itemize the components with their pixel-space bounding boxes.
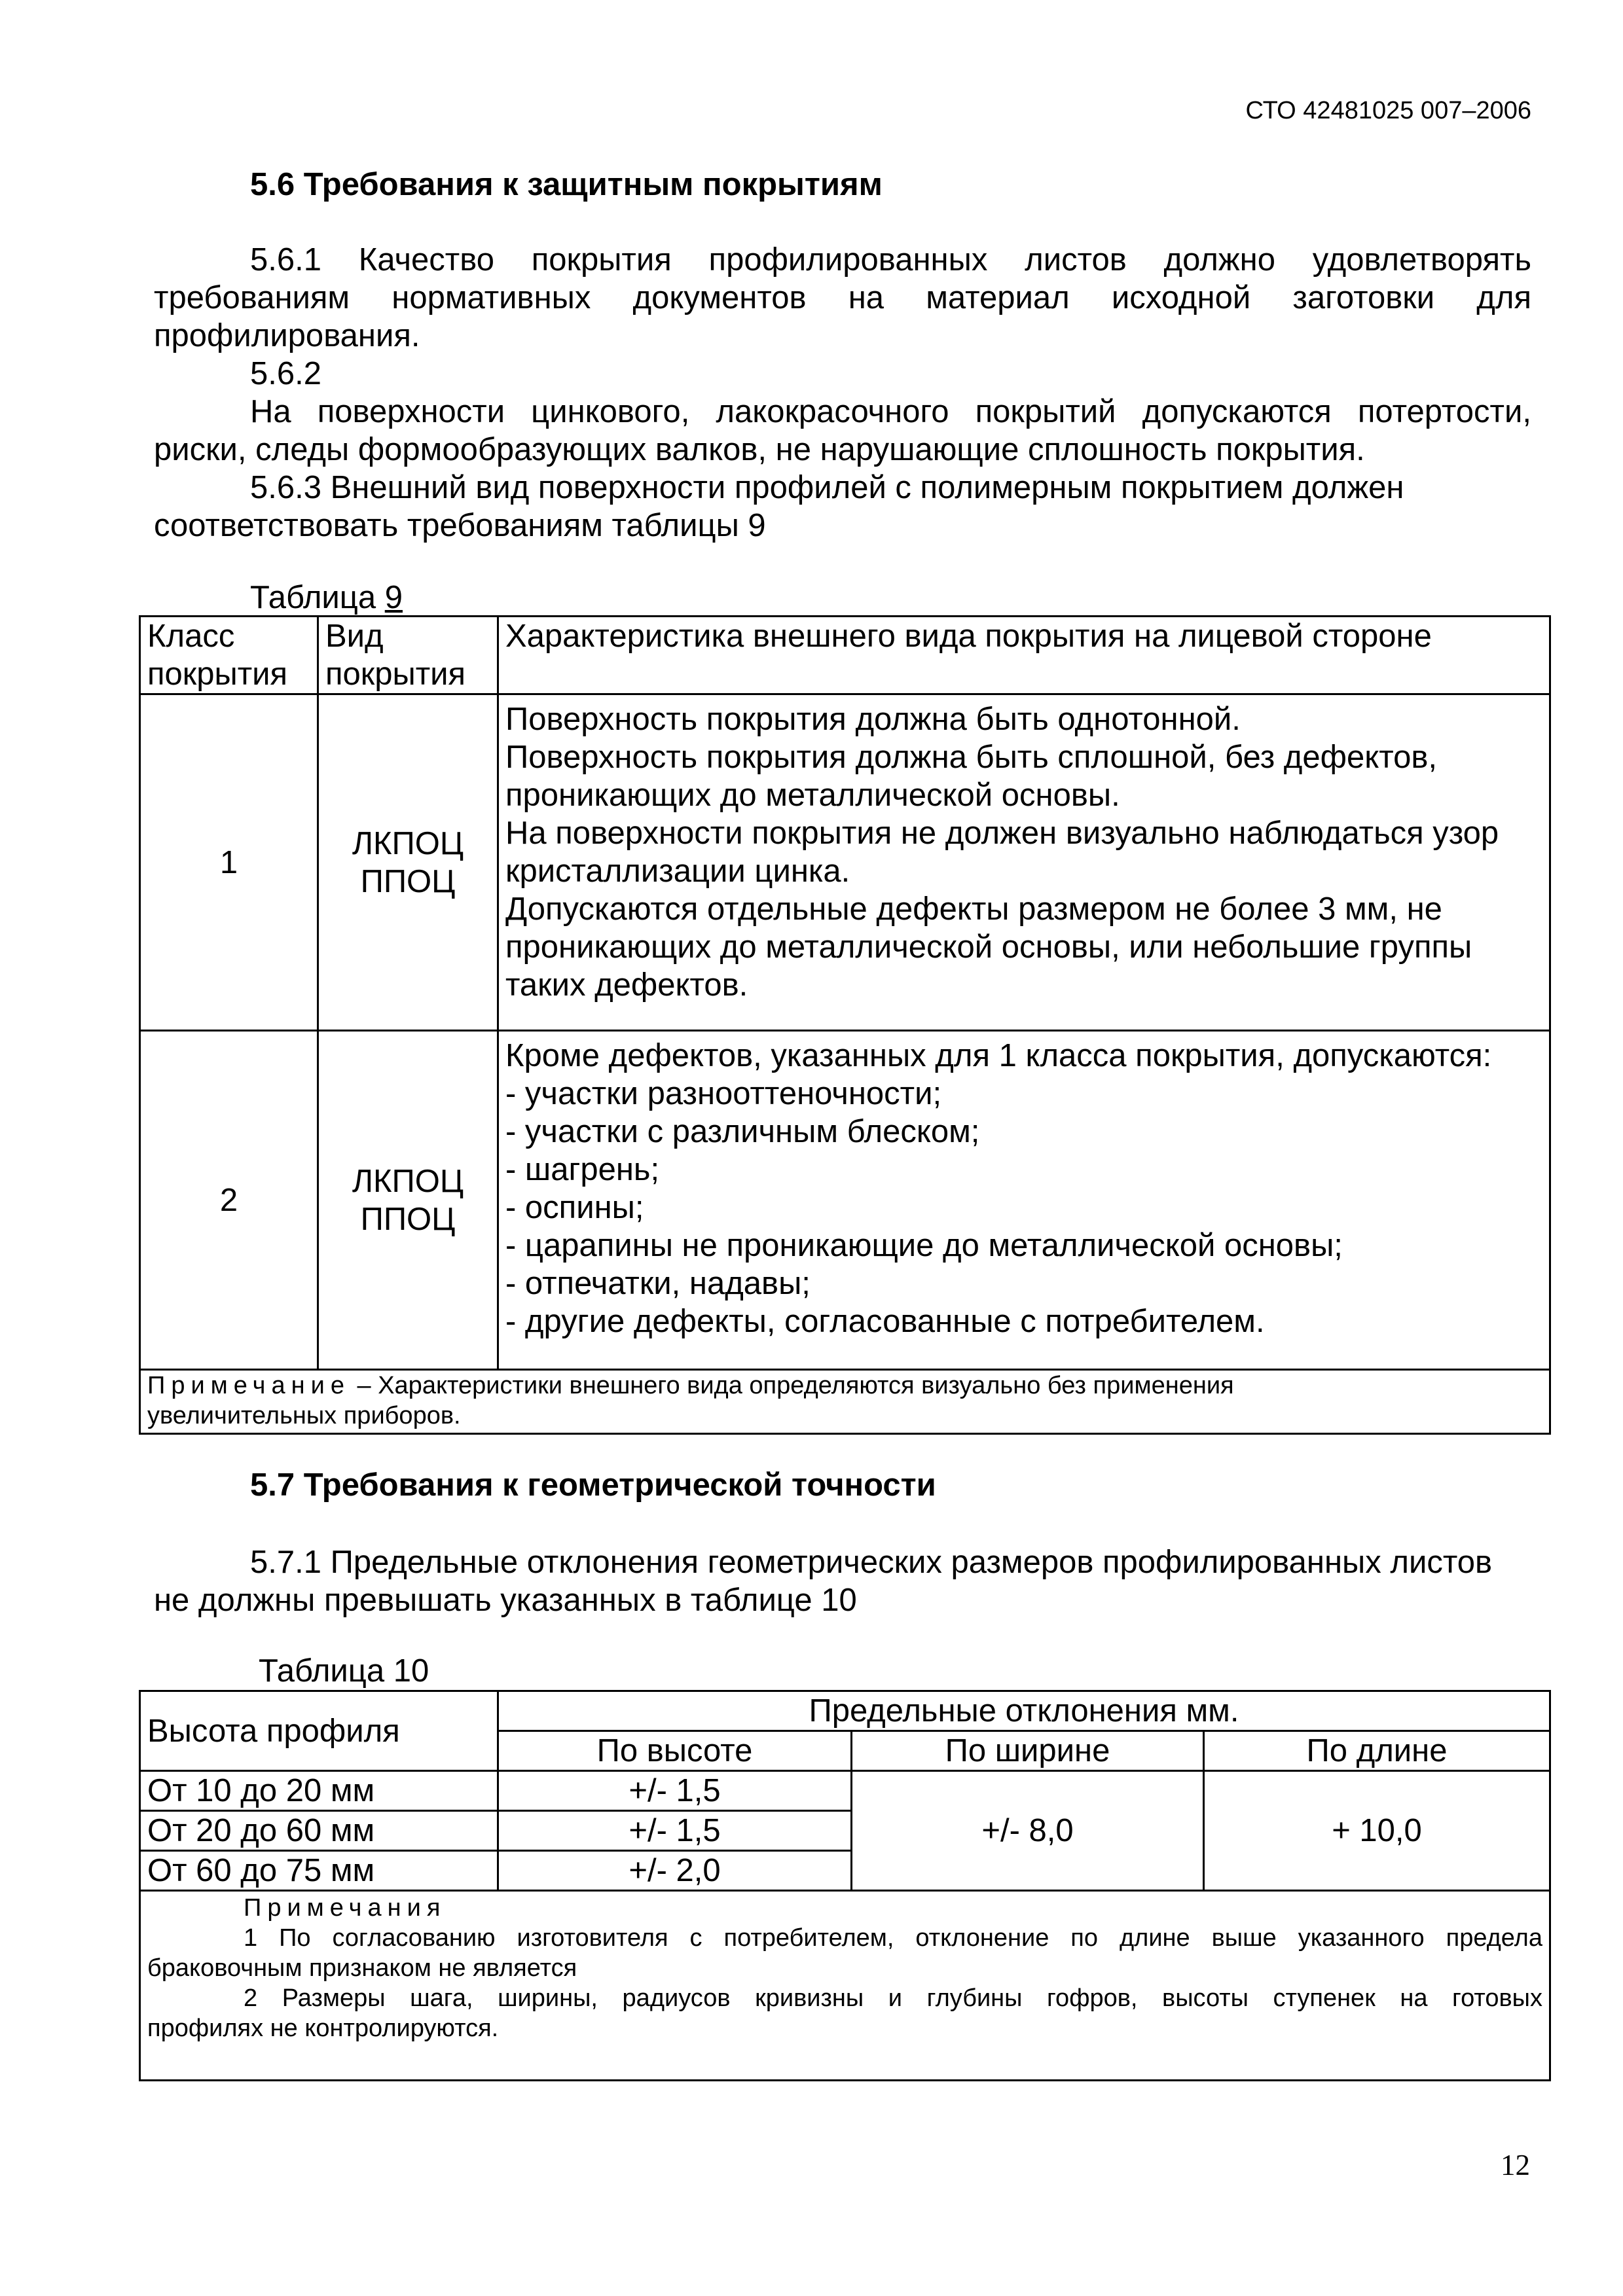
row-1-line: Допускаются отдельные дефекты размером не более 3 мм, не — [505, 891, 1442, 927]
header-class-line2: покрытия — [147, 656, 288, 692]
table-9-note-row — [140, 1370, 1550, 1434]
header-by-height: По высоте — [498, 1731, 852, 1771]
row-1-line: проникающих до металлической основы, или небольшие группы — [505, 929, 1472, 965]
paragraph-5-6-2-line1: На поверхности цинкового, лакокрасочного покрытий допускаются потертости, — [250, 394, 1531, 429]
table-9-header-row — [140, 617, 1550, 694]
table-9-caption-prefix: Таблица — [250, 580, 385, 615]
table-9-caption — [250, 579, 403, 617]
header-deviations: Предельные отклонения мм. — [498, 1691, 1550, 1731]
table-row — [140, 694, 1550, 1031]
table-9-note — [140, 1370, 1550, 1434]
row-1-type — [318, 694, 498, 1031]
paragraph-5-6-1-line1: 5.6.1 Качество покрытия профилированных листов должно удовлетворять — [250, 242, 1531, 278]
row-1-type-line2: ППОЦ — [360, 863, 456, 899]
row-2-line: - участки с различным блеском; — [505, 1114, 980, 1149]
row-2-description — [498, 1031, 1550, 1370]
row-2-type-line1: ЛКПОЦ — [352, 1163, 464, 1199]
paragraph-5-7-1-line2: не должны превышать указанных в таблице 10 — [154, 1583, 857, 1618]
paragraph-5-7-1-line1: 5.7.1 Предельные отклонения геометрических размеров профилированных листов — [250, 1545, 1493, 1580]
row-2-line: Кроме дефектов, указанных для 1 класса покрытия, допускаются: — [505, 1038, 1492, 1073]
table-row — [140, 1771, 1550, 1811]
paragraph-5-6-3-line1: 5.6.3 Внешний вид поверхности профилей с полимерным покрытием должен — [250, 470, 1404, 505]
table-9-header-class — [140, 617, 318, 694]
note-2-line2: профилях не контролируются. — [147, 2015, 499, 2042]
table-10-notes — [140, 1891, 1550, 2081]
header-type-line1: Вид — [325, 619, 384, 654]
table-10 — [139, 1690, 1551, 2081]
length-deviation: + 10,0 — [1204, 1771, 1550, 1891]
row-2-type-line2: ППОЦ — [360, 1201, 456, 1237]
row-2-line: - отпечатки, надавы; — [505, 1266, 811, 1301]
row-range: От 60 до 75 мм — [140, 1851, 498, 1891]
row-2-line: - царапины не проникающие до металлической основы; — [505, 1228, 1343, 1263]
section-5-6-title: 5.6 Требования к защитным покрытиям — [250, 167, 883, 202]
page-number: 12 — [1501, 2149, 1530, 2181]
note-line1: – Характеристики внешнего вида определяются визуально без применения — [350, 1372, 1234, 1399]
row-2-line: - шагрень; — [505, 1152, 660, 1187]
row-1-type-line1: ЛКПОЦ — [352, 825, 464, 861]
table-9-caption-number: 9 — [384, 580, 403, 615]
note-label: Примечание — [147, 1372, 350, 1399]
header-type-line2: покрытия — [325, 656, 466, 692]
notes-label: Примечания — [244, 1894, 447, 1922]
row-1-line: Поверхность покрытия должна быть однотонной. — [505, 702, 1241, 737]
table-9-header-description: Характеристика внешнего вида покрытия на лицевой стороне — [498, 617, 1550, 694]
row-2-line: - оспины; — [505, 1190, 644, 1225]
header-class-line1: Класс — [147, 619, 235, 654]
table-10-caption: Таблица 10 — [259, 1653, 429, 1689]
row-1-line: Поверхность покрытия должна быть сплошной, без дефектов, — [505, 740, 1437, 775]
row-height-dev: +/- 1,5 — [498, 1771, 852, 1811]
row-height-dev: +/- 1,5 — [498, 1811, 852, 1851]
note-2-line1: 2 Размеры шага, ширины, радиусов кривизны и глубины гофров, высоты ступенек на готовых — [244, 1984, 1542, 2012]
table-9 — [139, 615, 1551, 1435]
document-code: СТО 42481025 007–2006 — [1245, 97, 1531, 124]
width-deviation: +/- 8,0 — [852, 1771, 1204, 1891]
paragraph-5-6-2-line2: риски, следы формообразующих валков, не нарушающие сплошность покрытия. — [154, 432, 1365, 467]
row-1-line: кристаллизации цинка. — [505, 853, 850, 889]
paragraph-5-6-2-number: 5.6.2 — [250, 356, 321, 391]
note-line2: увеличительных приборов. — [147, 1402, 461, 1429]
row-height-dev: +/- 2,0 — [498, 1851, 852, 1891]
row-2-type — [318, 1031, 498, 1370]
table-row — [140, 1031, 1550, 1370]
header-height: Высота профиля — [140, 1691, 498, 1771]
table-9-header-type — [318, 617, 498, 694]
row-1-line: проникающих до металлической основы. — [505, 778, 1120, 813]
row-1-description — [498, 694, 1550, 1031]
paragraph-5-6-3-line2: соответствовать требованиям таблицы 9 — [154, 508, 766, 543]
row-2-line: - участки разнооттеночности; — [505, 1076, 942, 1111]
paragraph-5-6-1-line2: требованиям нормативных документов на материал исходной заготовки для — [154, 280, 1531, 315]
paragraph-5-6-1-line3: профилирования. — [154, 318, 420, 353]
row-2-line: - другие дефекты, согласованные с потребителем. — [505, 1304, 1265, 1339]
row-range: От 10 до 20 мм — [140, 1771, 498, 1811]
row-range: От 20 до 60 мм — [140, 1811, 498, 1851]
note-1-line1: 1 По согласованию изготовителя с потребителем, отклонение по длине выше указанного предела — [244, 1924, 1542, 1952]
table-10-header-row-1 — [140, 1691, 1550, 1731]
note-1-line2: браковочным признаком не является — [147, 1954, 577, 1982]
header-by-width: По ширине — [852, 1731, 1204, 1771]
row-1-line: На поверхности покрытия не должен визуально наблюдаться узор — [505, 816, 1499, 851]
table-10-notes-row — [140, 1891, 1550, 2081]
section-5-7-title: 5.7 Требования к геометрической точности — [250, 1467, 936, 1503]
header-by-length: По длине — [1204, 1731, 1550, 1771]
row-1-line: таких дефектов. — [505, 967, 748, 1003]
row-2-class: 2 — [140, 1031, 318, 1370]
row-1-class: 1 — [140, 694, 318, 1031]
